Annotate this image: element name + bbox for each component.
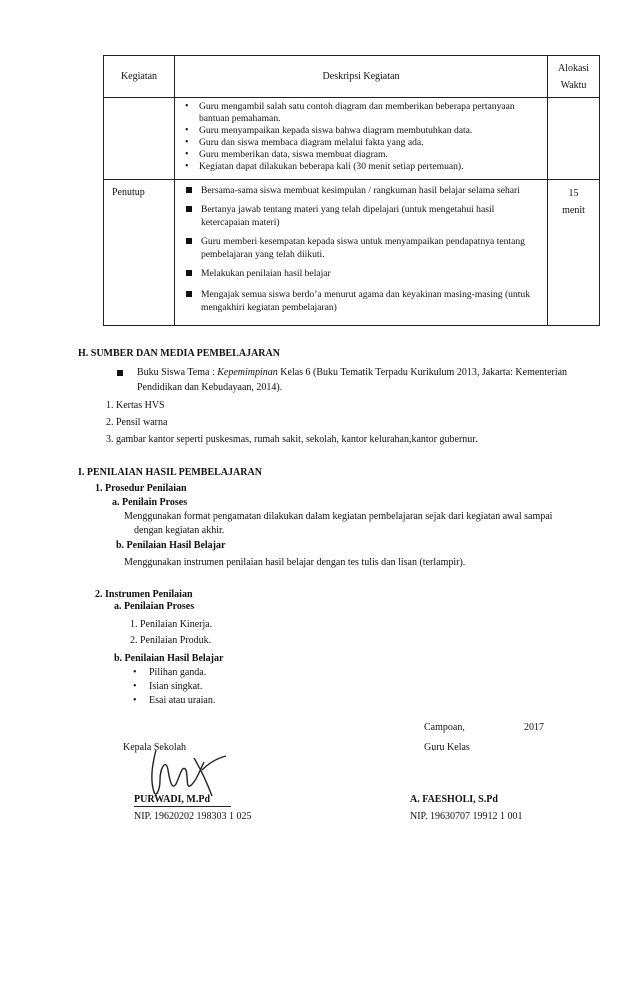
penilaian-proses-title: a. Penilain Proses xyxy=(112,497,188,508)
square-bullet-icon xyxy=(117,370,123,376)
signature-year: 2017 xyxy=(524,722,544,733)
cell-inti-label xyxy=(104,98,175,180)
list-item: Mengajak semua siswa berdo’a menurut agama dan keyakinan masing-masing (untuk mengakhiri kegiatan pembelajaran) xyxy=(183,288,543,314)
section-i-title: I. PENILAIAN HASIL PEMBELAJARAN xyxy=(78,467,262,478)
instrumen-title: 2. Instrumen Penilaian xyxy=(95,589,193,600)
cell-inti-waktu xyxy=(548,98,600,180)
signature-place: Campoan, xyxy=(424,722,465,733)
list-item: Bersama-sama siswa membuat kesimpulan / rangkuman hasil belajar selama sehari xyxy=(183,184,543,197)
penutup-label: Penutup xyxy=(112,187,145,198)
list-item: Melakukan penilaian hasil belajar xyxy=(183,267,543,280)
handwritten-signature xyxy=(142,740,232,800)
bullet-icon: • xyxy=(133,695,137,706)
list-item: Guru memberi kesempatan kepada siswa untuk menyampaikan pendapatnya tentang pembelajaran yang telah diikuti. xyxy=(183,235,543,261)
prosedur-title: 1. Prosedur Penilaian xyxy=(95,483,187,494)
list-item: • Guru memberikan data, siswa membuat diagram. xyxy=(183,149,543,161)
table-row-inti xyxy=(104,98,600,180)
left-name: PURWADI, M.Pd xyxy=(134,793,231,807)
penilaian-hasil-title: b. Penilaian Hasil Belajar xyxy=(116,540,226,551)
header-alokasi xyxy=(548,56,600,98)
media-item: 3. gambar kantor seperti puskesmas, rumah sakit, sekolah, kantor kelurahan,kantor gubernur. xyxy=(106,434,478,445)
instrumen-proses-title: a. Penilaian Proses xyxy=(114,601,195,612)
left-nip: NIP. 19620202 198303 1 025 xyxy=(134,811,252,822)
buku-siswa-line xyxy=(137,366,597,379)
activity-table xyxy=(103,55,600,326)
right-name: A. FAESHOLI, S.Pd xyxy=(410,794,498,805)
instrumen-hasil-item: Pilihan ganda. xyxy=(149,667,207,678)
list-item: • Kegiatan dapat dilakukan beberapa kali (30 menit setiap pertemuan). xyxy=(183,161,543,173)
bullet-icon: • xyxy=(133,667,137,678)
instrumen-hasil-item: Esai atau uraian. xyxy=(149,695,216,706)
penilaian-proses-text2: dengan kegiatan akhir. xyxy=(134,525,225,536)
header-alokasi-line2: Waktu xyxy=(560,79,587,91)
section-h-title: H. SUMBER DAN MEDIA PEMBELAJARAN xyxy=(78,348,280,359)
penutup-waktu-unit: menit xyxy=(562,205,585,216)
list-item: • Guru menyampaikan kepada siswa bahwa diagram membutuhkan data. xyxy=(183,125,543,137)
cell-inti-desc xyxy=(175,98,548,180)
buku-rest: Kelas 6 (Buku Tematik Terpadu Kurikulum 2013, Jakarta: Kementerian xyxy=(277,367,568,378)
media-item: 2. Pensil warna xyxy=(106,417,168,428)
instrumen-hasil-title: b. Penilaian Hasil Belajar xyxy=(114,653,224,664)
penutup-list xyxy=(175,180,547,318)
right-role: Guru Kelas xyxy=(424,742,470,753)
media-item: 1. Kertas HVS xyxy=(106,400,165,411)
list-item: • Guru dan siswa membaca diagram melalui fakta yang ada. xyxy=(183,137,543,149)
cell-penutup-label xyxy=(104,180,175,326)
buku-title: Kepemimpinan xyxy=(217,367,278,378)
cell-penutup-waktu xyxy=(548,180,600,326)
instrumen-hasil-item: Isian singkat. xyxy=(149,681,203,692)
instrumen-proses-item: 2. Penilaian Produk. xyxy=(130,635,212,646)
buku-siswa-line2: Pendidikan dan Kebudayaan, 2014). xyxy=(137,382,283,393)
left-role: Kepala Sekolah xyxy=(123,742,187,753)
instrumen-proses-item: 1. Penilaian Kinerja. xyxy=(130,619,213,630)
buku-prefix: Buku Siswa Tema : xyxy=(137,367,218,378)
cell-penutup-desc xyxy=(175,180,548,326)
header-kegiatan: Kegiatan xyxy=(104,56,175,98)
table-header-row xyxy=(104,56,600,98)
header-alokasi-line1: Alokasi xyxy=(557,62,590,74)
header-deskripsi: Deskripsi Kegiatan xyxy=(175,56,548,98)
table-row-penutup xyxy=(104,180,600,326)
penilaian-proses-text: Menggunakan format pengamatan dilakukan dalam kegiatan pembelajaran sejak dari kegiatan awal sampai xyxy=(124,511,553,522)
right-nip: NIP. 19630707 19912 1 001 xyxy=(410,811,523,822)
list-item: Bertanya jawab tentang materi yang telah dipelajari (untuk mengetahui hasil ketercapaian materi) xyxy=(183,203,543,229)
list-item: • Guru mengambil salah satu contoh diagram dan memberikan beberapa pertanyaan bantuan pemahaman. xyxy=(183,101,543,125)
penutup-waktu-value: 15 xyxy=(568,188,579,199)
inti-list xyxy=(175,98,547,177)
penilaian-hasil-text: Menggunakan instrumen penilaian hasil belajar dengan tes tulis dan lisan (terlampir). xyxy=(124,557,466,568)
bullet-icon: • xyxy=(133,681,137,692)
